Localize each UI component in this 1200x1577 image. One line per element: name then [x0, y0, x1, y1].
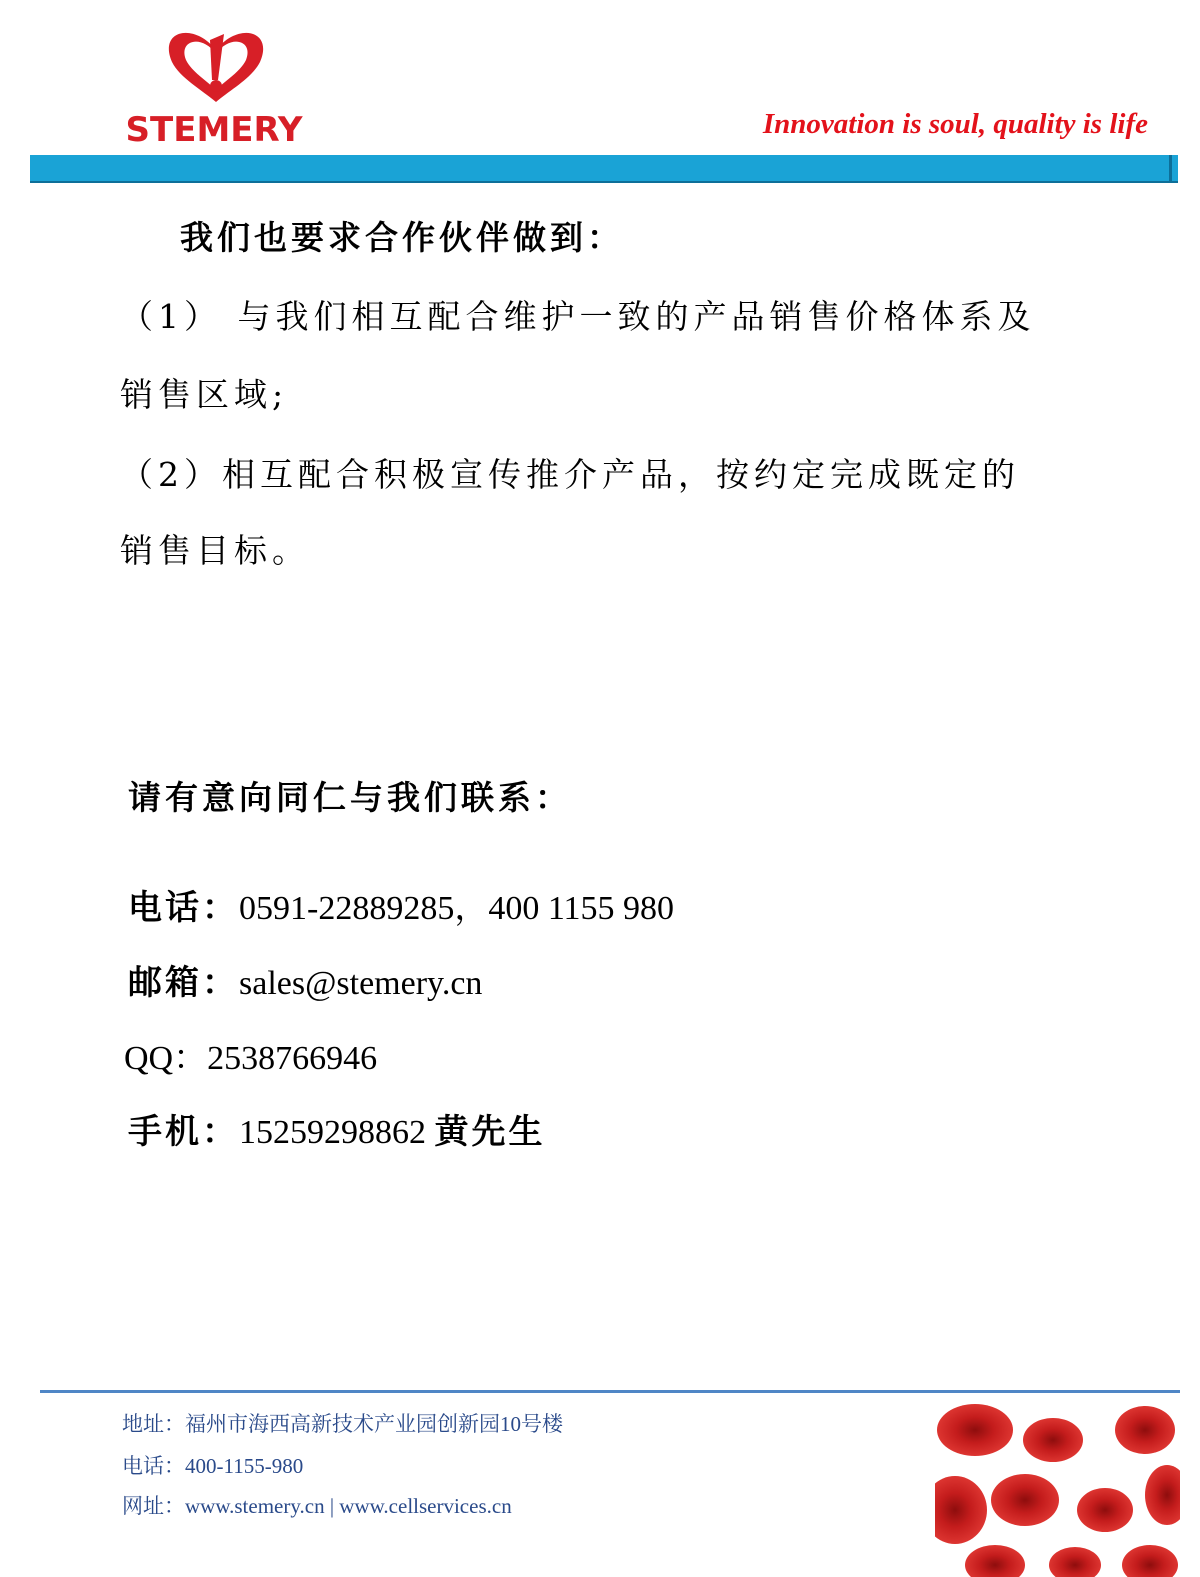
- requirement-item-1-line-2: 销售区域;: [120, 375, 289, 414]
- header-bar: [30, 155, 1178, 183]
- contact-email: [128, 955, 482, 1004]
- requirement-item-2-line-1: （2）相互配合积极宣传推介产品，按约定完成既定的: [120, 455, 1020, 494]
- contact-heading: 请有意向同仁与我们联系：: [128, 778, 572, 817]
- contact-mobile: [128, 1104, 546, 1153]
- phone-label: 电话：: [128, 888, 239, 928]
- website-link-2[interactable]: www.cellservices.cn: [339, 1494, 512, 1518]
- qq-label: QQ：: [124, 1040, 208, 1077]
- requirement-item-1-line-1: （1） 与我们相互配合维护一致的产品销售价格体系及: [120, 297, 1036, 336]
- email-value[interactable]: sales@stemery.cn: [239, 965, 483, 1002]
- website-label: 网址：: [122, 1494, 185, 1518]
- qq-value: 2538766946: [207, 1040, 378, 1077]
- mobile-label: 手机：: [128, 1112, 239, 1152]
- brand-name: STEMERY: [125, 110, 303, 150]
- phone-value: 0591-22889285，400 1155 980: [239, 890, 675, 927]
- footer-address: 地址：福州市海西高新技术产业园创新园10号楼: [122, 1412, 563, 1436]
- email-label: 邮箱：: [128, 963, 239, 1003]
- mobile-value: 15259298862: [239, 1114, 426, 1151]
- footer-divider: [40, 1390, 1180, 1393]
- requirement-item-2-line-2: 销售目标。: [120, 531, 310, 570]
- blood-cells-image: [935, 1400, 1180, 1577]
- requirements-heading: 我们也要求合作伙伴做到：: [180, 218, 624, 257]
- website-link-1[interactable]: www.stemery.cn: [185, 1494, 325, 1518]
- footer-phone: 电话：400-1155-980: [122, 1454, 304, 1478]
- slogan: Innovation is soul, quality is life: [762, 108, 1148, 140]
- website-separator: |: [329, 1494, 335, 1518]
- logo-heart-icon: [154, 20, 278, 104]
- footer-website: [122, 1490, 512, 1520]
- contact-qq: [124, 1030, 377, 1079]
- mobile-contact-name: 黄先生: [434, 1112, 546, 1152]
- contact-phone: [128, 880, 674, 929]
- stemery-logo: [106, 20, 322, 148]
